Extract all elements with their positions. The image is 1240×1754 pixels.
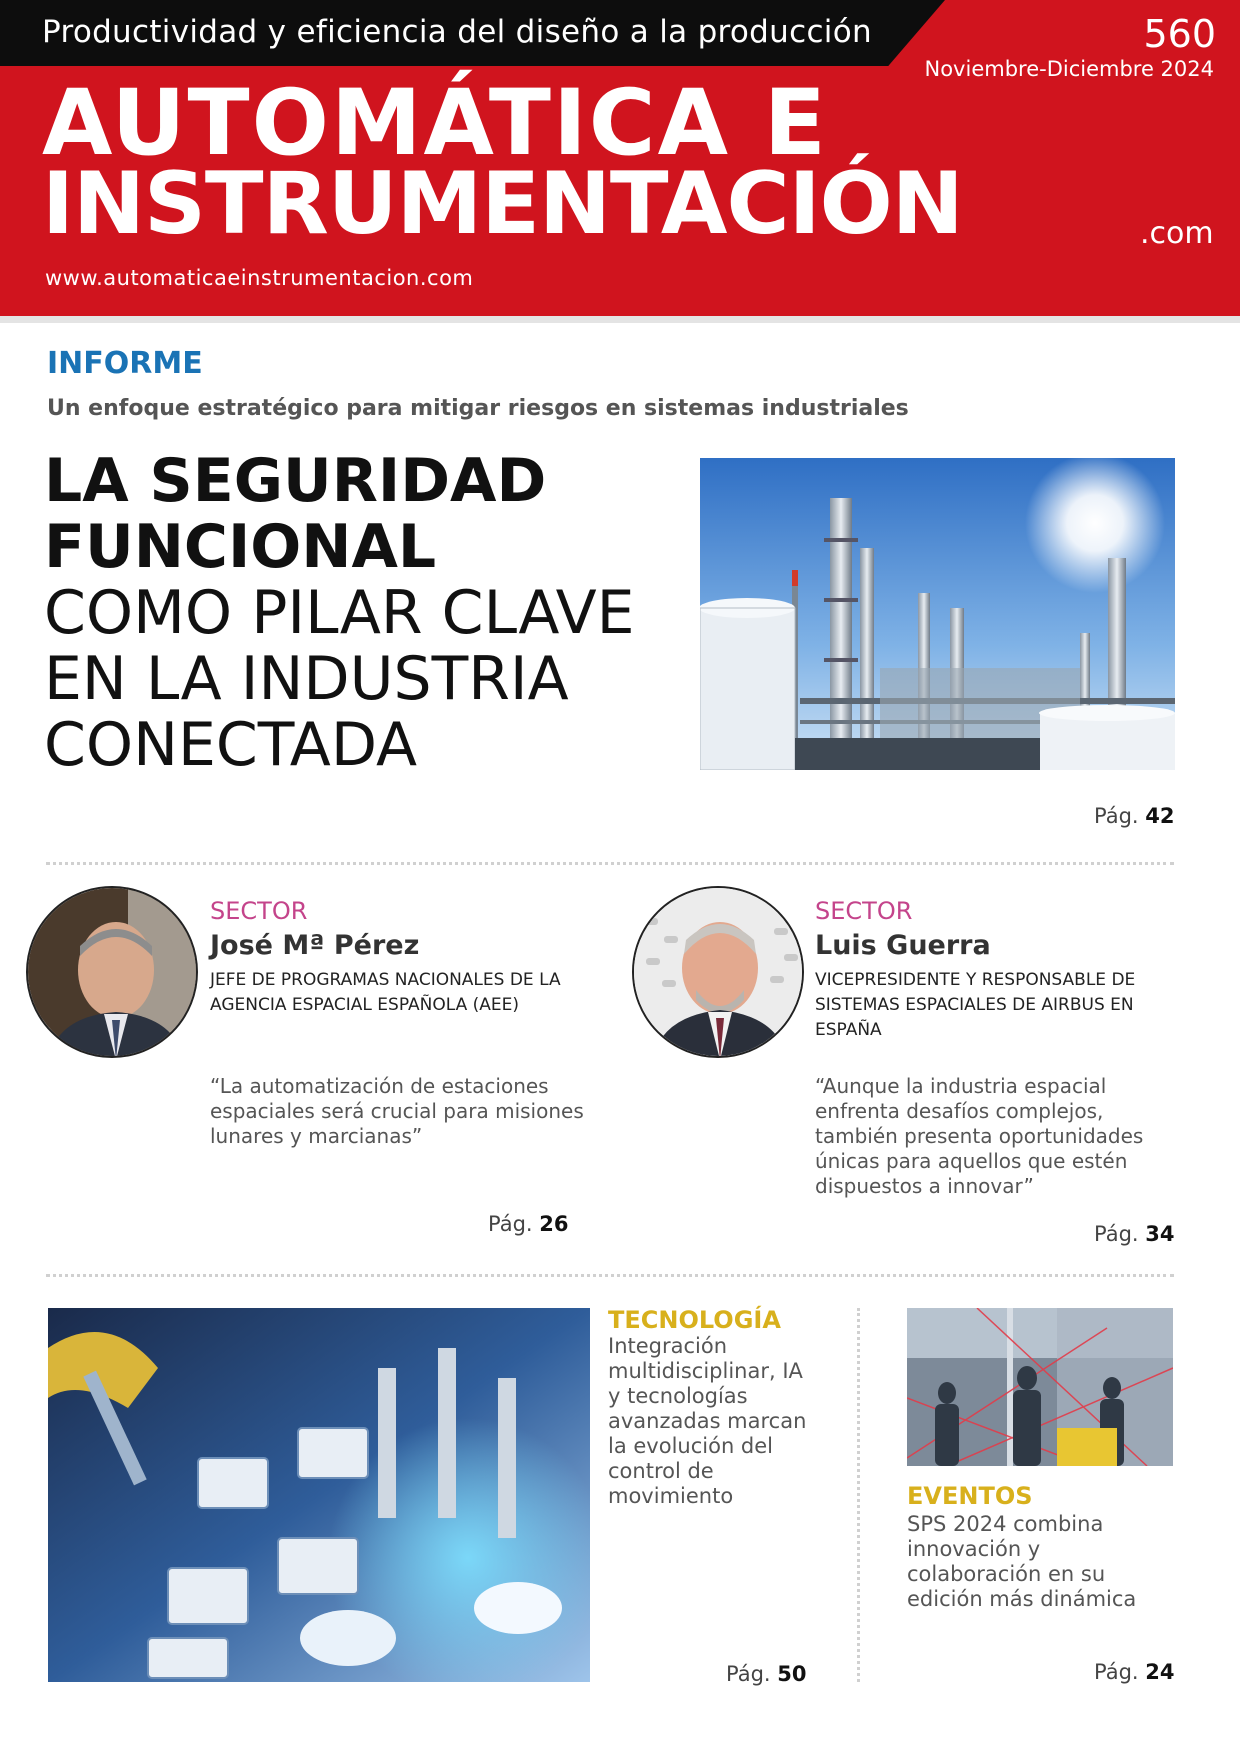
page-reference-eventos[interactable]: Pág. 24 bbox=[1094, 1660, 1175, 1684]
tecnologia-blurb[interactable]: Integración multidisciplinar, IA y tecnologías avanzadas marcan la evolución del control de movimiento bbox=[608, 1334, 807, 1508]
website-link[interactable]: www.automaticaeinstrumentacion.com bbox=[45, 266, 474, 290]
tagline: Productividad y eficiencia del diseño a la producción bbox=[42, 14, 872, 50]
page-reference-tecnologia[interactable]: Pág. 50 bbox=[726, 1662, 807, 1686]
masthead-divider bbox=[0, 316, 1240, 323]
category-label-tecnologia: TECNOLOGÍA bbox=[608, 1306, 781, 1334]
avatar-jose-perez[interactable] bbox=[26, 886, 198, 1058]
interview-quote: “La automatización de estaciones espaciales será crucial para misiones lunares y marcianas” bbox=[210, 1074, 584, 1148]
person-name[interactable]: José Mª Pérez bbox=[210, 930, 420, 961]
headline-line: COMO PILAR CLAVE bbox=[44, 578, 635, 648]
logo-suffix: .com bbox=[1140, 216, 1214, 251]
sps-event-photo[interactable] bbox=[907, 1308, 1173, 1466]
headline-line: CONECTADA bbox=[44, 710, 418, 780]
column-divider bbox=[857, 1308, 860, 1682]
headline-line: FUNCIONAL bbox=[44, 512, 437, 582]
motion-control-photo[interactable] bbox=[48, 1308, 590, 1682]
logo-title-line2: INSTRUMENTACIÓN bbox=[42, 154, 963, 254]
avatar-luis-guerra[interactable] bbox=[632, 886, 804, 1058]
eventos-blurb[interactable]: SPS 2024 combina innovación y colaboración en su edición más dinámica bbox=[907, 1512, 1137, 1611]
issue-date: Noviembre-Diciembre 2024 bbox=[924, 57, 1214, 81]
masthead bbox=[0, 0, 1240, 316]
category-label-eventos: EVENTOS bbox=[907, 1482, 1033, 1510]
sector-label: SECTOR bbox=[210, 897, 308, 925]
page-reference-sector-1[interactable]: Pág. 26 bbox=[488, 1212, 569, 1236]
section-divider bbox=[46, 862, 1174, 865]
page-reference-sector-2[interactable]: Pág. 34 bbox=[1094, 1222, 1175, 1246]
person-role: JEFE DE PROGRAMAS NACIONALES DE LA AGENCIA ESPACIAL ESPAÑOLA (AEE) bbox=[210, 970, 561, 1015]
page-reference-informe[interactable]: Pág. 42 bbox=[1094, 804, 1175, 828]
cover-headline[interactable] bbox=[44, 448, 694, 778]
headline-line: EN LA INDUSTRIA bbox=[44, 644, 569, 714]
section-label-informe: INFORME bbox=[47, 346, 203, 381]
logo-title-line1: AUTOMÁTICA E bbox=[42, 71, 828, 176]
sector-label: SECTOR bbox=[815, 897, 913, 925]
section-divider bbox=[46, 1274, 1174, 1277]
informe-subtitle: Un enfoque estratégico para mitigar riesgos en sistemas industriales bbox=[47, 396, 909, 421]
refinery-photo[interactable] bbox=[700, 458, 1175, 770]
headline-line: LA SEGURIDAD bbox=[44, 446, 547, 516]
person-role: VICEPRESIDENTE Y RESPONSABLE DE SISTEMAS ESPACIALES DE AIRBUS EN ESPAÑA bbox=[815, 970, 1136, 1040]
interview-quote: “Aunque la industria espacial enfrenta desafíos complejos, también presenta oportunidades únicas para aquellos que estén dispuestos a innovar” bbox=[815, 1074, 1144, 1198]
issue-number: 560 bbox=[1143, 12, 1216, 56]
person-name[interactable]: Luis Guerra bbox=[815, 930, 991, 961]
